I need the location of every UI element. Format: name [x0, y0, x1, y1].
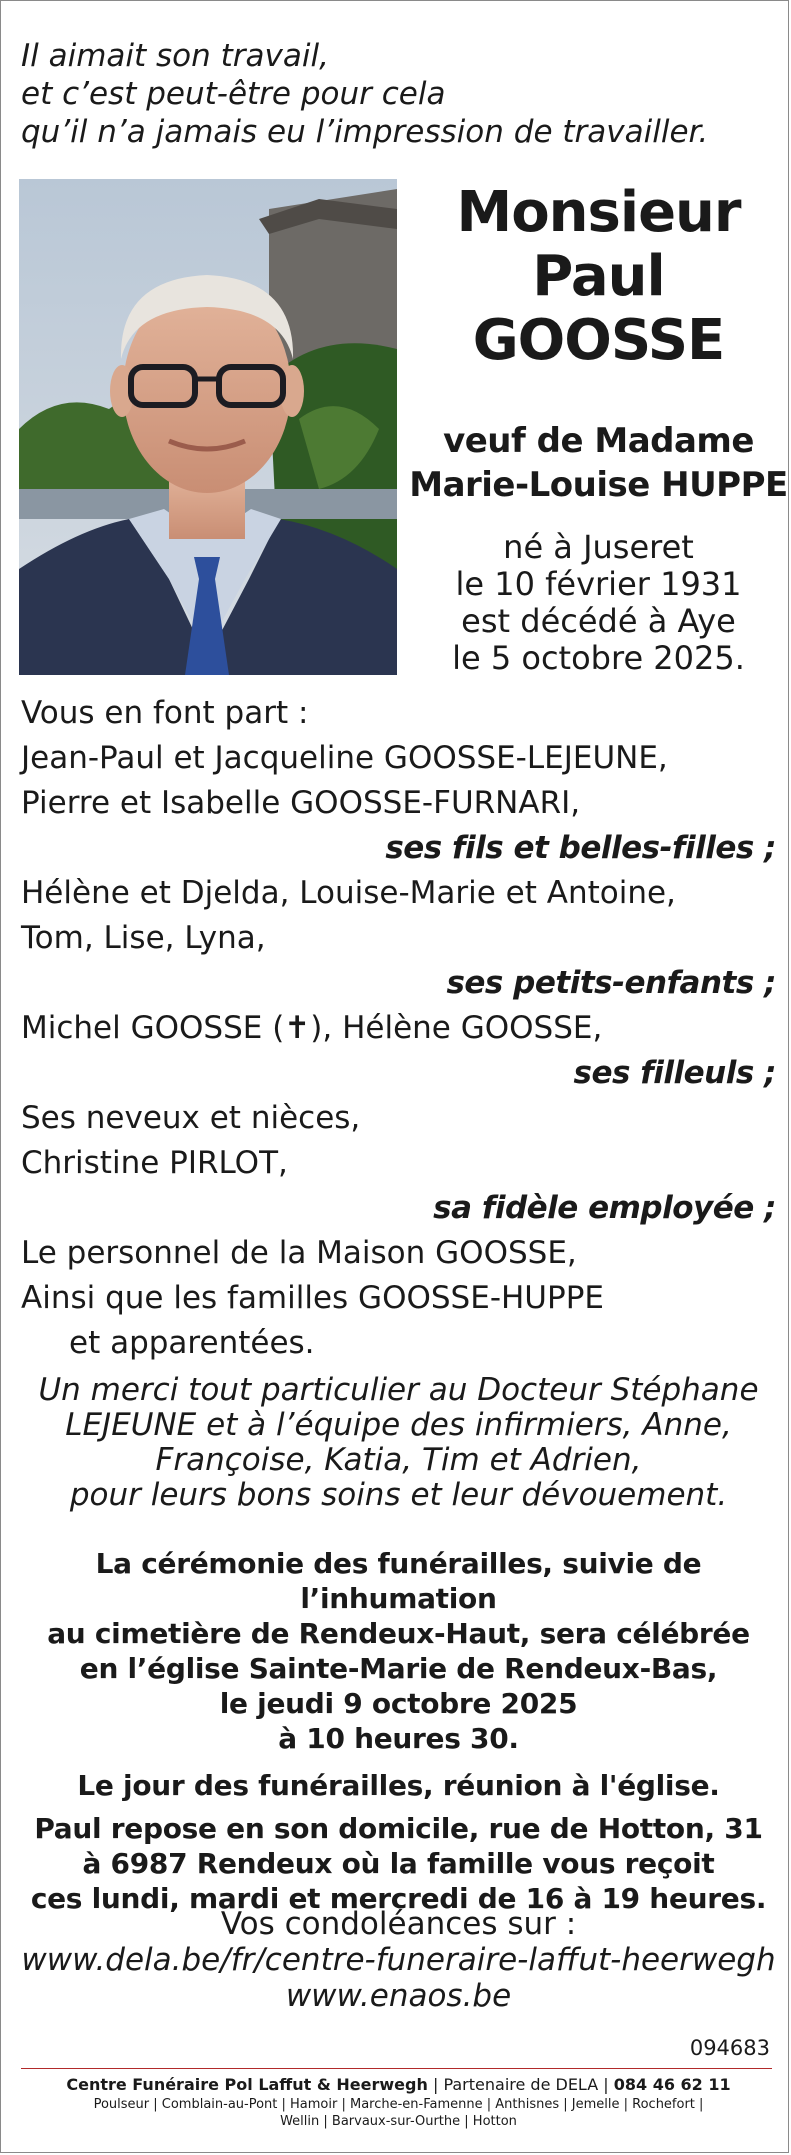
family-role: ses filleuls ; — [573, 1055, 776, 1091]
family-line: Tom, Lise, Lyna, — [21, 920, 266, 956]
family-line: Christine PIRLOT, — [21, 1145, 288, 1181]
honorific: Monsieur — [456, 180, 741, 245]
repose-line: à 6987 Rendeux où la famille vous reçoit — [82, 1847, 715, 1880]
footer-separator: | — [432, 2075, 444, 2094]
footer-locations: Wellin | Barvaux-sur-Ourthe | Hotton — [280, 2114, 517, 2129]
spouse-line: veuf de Madame — [443, 421, 754, 461]
family-line: Hélène et Djelda, Louise-Marie et Antoine, — [21, 875, 676, 911]
partner-label: Partenaire de DELA — [443, 2075, 599, 2094]
family-line: Le personnel de la Maison GOOSSE, — [21, 1235, 577, 1271]
repose-line: Paul repose en son domicile, rue de Hotton, 31 — [34, 1812, 763, 1845]
family-line: Michel GOOSSE (✝), Hélène GOOSSE, — [21, 1010, 603, 1046]
condolences-label: Vos condoléances sur : — [220, 1906, 577, 1942]
family-line: Pierre et Isabelle GOOSSE-FURNARI, — [21, 785, 581, 821]
family-line: Ainsi que les familles GOOSSE-HUPPE — [21, 1280, 604, 1316]
ceremony-date: le jeudi 9 octobre 2025 — [219, 1687, 578, 1720]
funeral-details — [21, 1546, 776, 1916]
portrait-photo — [19, 179, 397, 675]
spouse-info — [406, 419, 791, 507]
first-name: Paul — [532, 244, 665, 309]
birth-death-info — [406, 529, 791, 677]
epitaph-quote — [21, 37, 761, 151]
family-role: ses fils et belles-filles ; — [385, 830, 776, 866]
footer-divider — [21, 2068, 772, 2069]
spouse-name: Marie-Louise HUPPE — [409, 465, 788, 505]
footer-main-line — [21, 2074, 776, 2096]
death-place: est décédé à Aye — [461, 602, 736, 640]
announcement-intro: Vous en font part : — [21, 695, 309, 731]
ceremony-line: La cérémonie des funérailles, suivie de l’inhumation — [95, 1547, 702, 1615]
ceremony-time: à 10 heures 30. — [278, 1722, 519, 1755]
thanks-line: Un merci tout particulier au Docteur Stéphane — [38, 1372, 759, 1408]
thanks-line: pour leurs bons soins et leur dévouement. — [69, 1477, 728, 1513]
birth-place: né à Juseret — [503, 528, 694, 566]
family-line: Ses neveux et nièces, — [21, 1100, 361, 1136]
family-role: ses petits-enfants ; — [446, 965, 776, 1001]
family-line: Jean-Paul et Jacqueline GOOSSE-LEJEUNE, — [21, 740, 668, 776]
condolences — [21, 1906, 776, 2014]
thanks-line: LEJEUNE et à l’équipe des infirmiers, Anne, — [65, 1407, 732, 1443]
death-date: le 5 octobre 2025. — [452, 639, 745, 677]
funeral-home-name: Centre Funéraire Pol Laffut & Heerwegh — [66, 2075, 428, 2094]
quote-line: et c’est peut-être pour cela — [21, 76, 446, 112]
thanks-line: Françoise, Katia, Tim et Adrien, — [155, 1442, 642, 1478]
thanks-message — [21, 1373, 776, 1513]
funeral-home-footer — [21, 2074, 776, 2130]
meeting-note: Le jour des funérailles, réunion à l'église. — [77, 1769, 720, 1802]
ceremony-line: au cimetière de Rendeux-Haut, sera célébrée — [47, 1617, 750, 1650]
portrait-illustration — [19, 179, 397, 675]
last-name: GOOSSE — [472, 308, 725, 373]
phone-number: 084 46 62 11 — [613, 2075, 731, 2094]
reference-number: 094683 — [689, 2036, 770, 2060]
family-role: sa fidèle employée ; — [433, 1190, 776, 1226]
quote-line: Il aimait son travail, — [21, 38, 329, 74]
footer-locations: Poulseur | Comblain-au-Pont | Hamoir | Marche-en-Famenne | Anthisnes | Jemelle | Rochefort | — [93, 2097, 704, 2112]
quote-line: qu’il n’a jamais eu l’impression de travailler. — [21, 114, 709, 150]
condolences-link-enaos[interactable]: www.enaos.be — [285, 1978, 512, 2014]
deceased-name — [406, 181, 791, 373]
family-announcement — [21, 691, 776, 1366]
repose-line: ces lundi, mardi et mercredi de 16 à 19 heures. — [30, 1882, 767, 1915]
ceremony-line: en l’église Sainte-Marie de Rendeux-Bas, — [79, 1652, 718, 1685]
birth-date: le 10 février 1931 — [455, 565, 742, 603]
family-line: et apparentées. — [69, 1325, 315, 1361]
footer-separator: | — [603, 2075, 614, 2094]
condolences-link-dela[interactable]: www.dela.be/fr/centre-funeraire-laffut-heerwegh — [21, 1942, 776, 1978]
